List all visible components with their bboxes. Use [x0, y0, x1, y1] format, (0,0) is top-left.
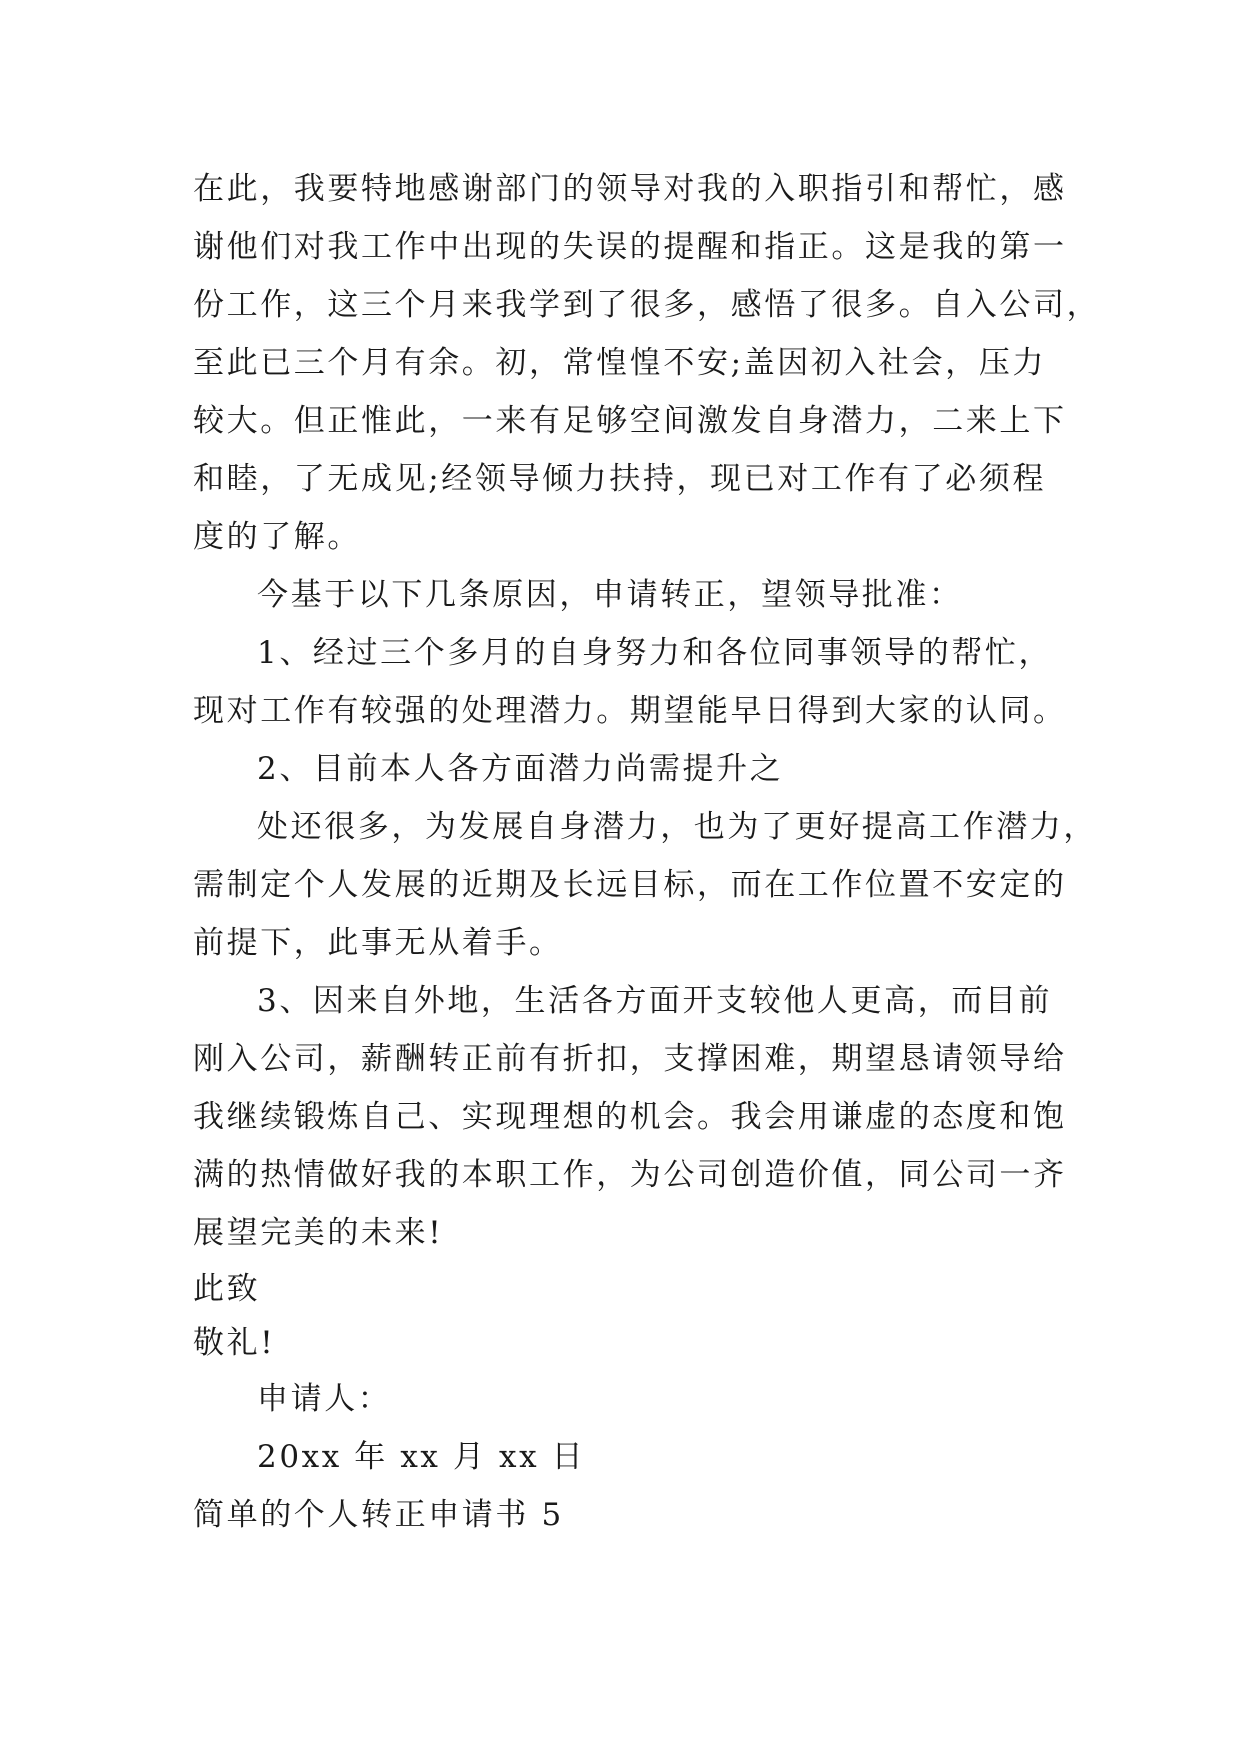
body-line: 满的热情做好我的本职工作，为公司创造价值，同公司一齐 — [193, 1157, 1067, 1193]
reason-2-line: 2、目前本人各方面潜力尚需提升之 — [257, 751, 784, 787]
body-line: 我继续锻炼自己、实现理想的机会。我会用谦虚的态度和饱 — [193, 1099, 1067, 1135]
body-line: 度的了解。 — [193, 519, 361, 555]
body-line: 较大。但正惟此，一来有足够空间激发自身潜力，二来上下 — [193, 403, 1067, 439]
body-line: 前提下，此事无从着手。 — [193, 925, 563, 961]
closing-regards: 敬礼! — [193, 1325, 276, 1361]
body-line: 现对工作有较强的处理潜力。期望能早日得到大家的认同。 — [193, 693, 1067, 729]
date-line: 20xx 年 xx 月 xx 日 — [257, 1439, 586, 1475]
reason-3-line: 3、因来自外地，生活各方面开支较他人更高，而目前 — [257, 983, 1053, 1019]
closing-salutation: 此致 — [193, 1271, 261, 1307]
body-line: 在此，我要特地感谢部门的领导对我的入职指引和帮忙，感 — [193, 171, 1067, 207]
body-line: 至此已三个月有余。初，常惶惶不安;盖因初入社会，压力 — [193, 345, 1047, 381]
body-line: 谢他们对我工作中出现的失误的提醒和指正。这是我的第一 — [193, 229, 1067, 265]
reason-intro-line: 今基于以下几条原因，申请转正，望领导批准： — [257, 577, 963, 613]
body-line: 刚入公司，薪酬转正前有折扣，支撑困难，期望恳请领导给 — [193, 1041, 1067, 1077]
body-line: 需制定个人发展的近期及长远目标，而在工作位置不安定的 — [193, 867, 1067, 903]
document-body — [193, 160, 1101, 1544]
body-line: 展望完美的未来! — [193, 1215, 444, 1251]
next-section-title: 简单的个人转正申请书 5 — [193, 1497, 564, 1533]
body-line: 处还很多，为发展自身潜力，也为了更好提高工作潜力， — [257, 809, 1097, 845]
applicant-label: 申请人： — [257, 1381, 392, 1417]
body-line: 份工作，这三个月来我学到了很多，感悟了很多。自入公司， — [193, 287, 1101, 323]
reason-1-line: 1、经过三个多月的自身努力和各位同事领导的帮忙， — [257, 635, 1053, 671]
body-line: 和睦，了无成见;经领导倾力扶持，现已对工作有了必须程 — [193, 461, 1047, 497]
